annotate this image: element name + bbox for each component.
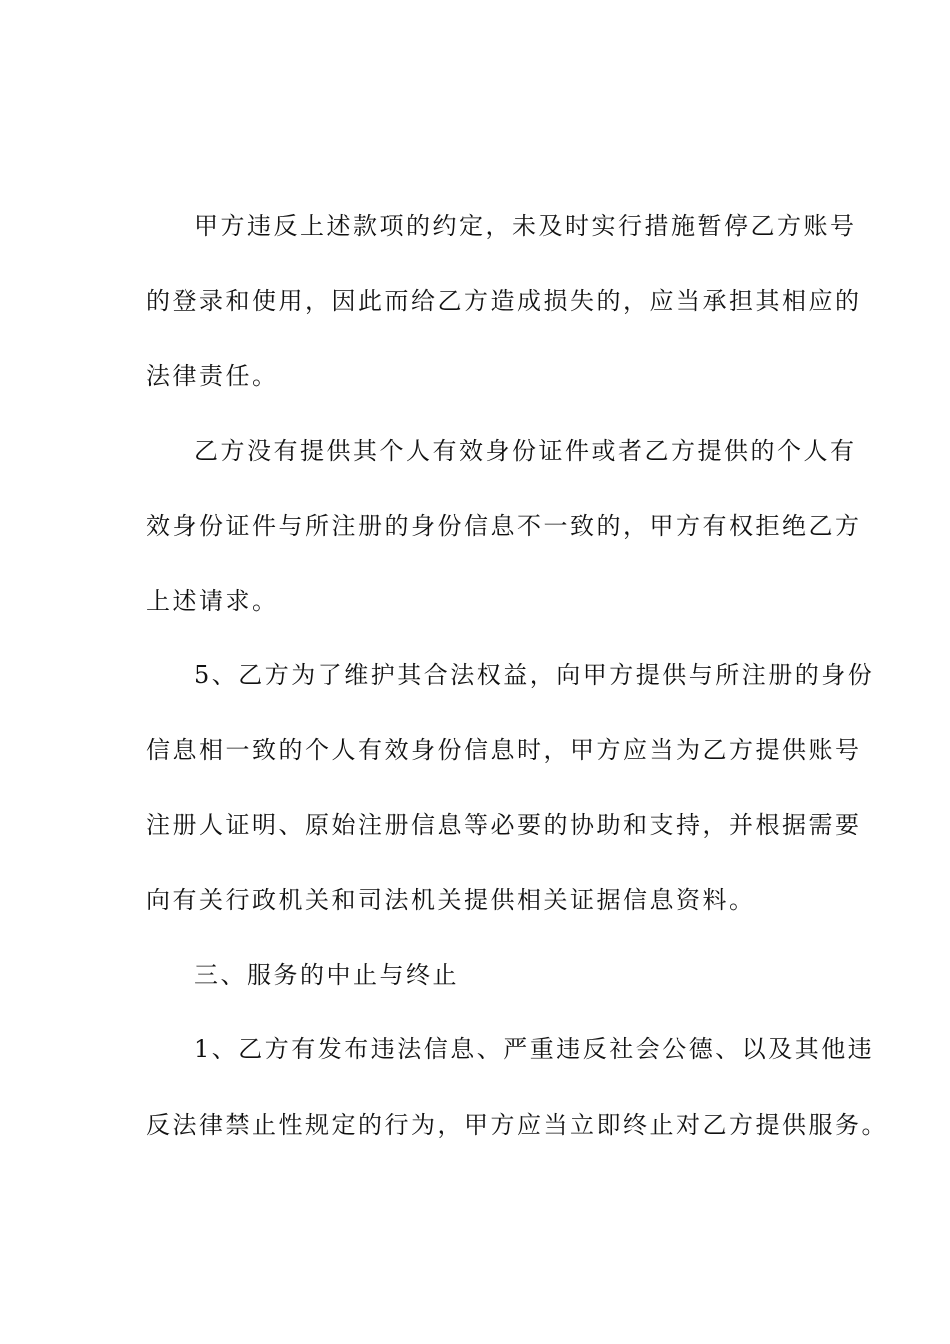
paragraph-1-line-3: 法律责任。 <box>146 362 279 390</box>
paragraph-2-line-2: 效身份证件与所注册的身份信息不一致的，甲方有权拒绝乙方 <box>146 512 862 540</box>
section-heading: 三、服务的中止与终止 <box>194 961 459 989</box>
paragraph-1-line-1: 甲方违反上述款项的约定，未及时实行措施暂停乙方账号 <box>194 212 857 240</box>
paragraph-3-line-2: 信息相一致的个人有效身份信息时，甲方应当为乙方提供账号 <box>146 736 862 764</box>
paragraph-3-line-3: 注册人证明、原始注册信息等必要的协助和支持，并根据需要 <box>146 811 862 839</box>
paragraph-2-line-3: 上述请求。 <box>146 587 279 615</box>
paragraph-3-line-1: 5、乙方为了维护其合法权益，向甲方提供与所注册的身份 <box>194 661 875 689</box>
paragraph-1-line-2: 的登录和使用，因此而给乙方造成损失的，应当承担其相应的 <box>146 287 862 315</box>
paragraph-3-line-4: 向有关行政机关和司法机关提供相关证据信息资料。 <box>146 886 756 914</box>
paragraph-5-line-1: 1、乙方有发布违法信息、严重违反社会公德、以及其他违 <box>194 1035 875 1063</box>
paragraph-2-line-1: 乙方没有提供其个人有效身份证件或者乙方提供的个人有 <box>194 437 857 465</box>
paragraph-5-line-2: 反法律禁止性规定的行为，甲方应当立即终止对乙方提供服务。 <box>146 1111 888 1139</box>
